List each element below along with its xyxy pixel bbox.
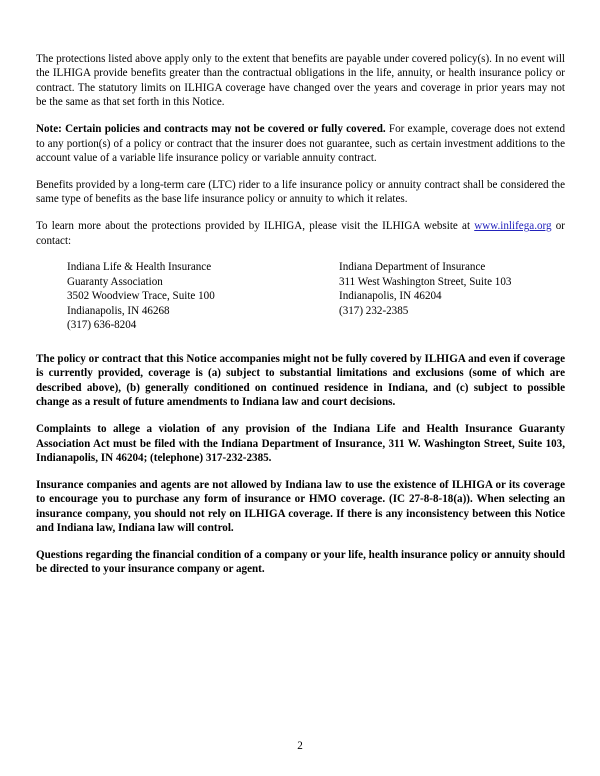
- ilhiga-address-line-3: 3502 Woodview Trace, Suite 100: [67, 290, 215, 303]
- doi-address-line-1: Indiana Department of Insurance: [339, 261, 486, 274]
- ilhiga-phone-number: (317) 636-8204: [67, 319, 137, 332]
- paragraph-note-coverage: [36, 122, 565, 165]
- page-number: 2: [297, 740, 303, 752]
- note-body-text: For example, coverage does not extend to any portion(s) of a policy or contract that the insurer does not guarantee, such as certain investment additions to the account value of a variable life insurance policy or variable annuity contract.: [36, 123, 565, 164]
- note-bold-lead: Note: Certain policies and contracts may not be covered or fully covered.: [36, 123, 386, 136]
- paragraph-solicitation-prohibition: Insurance companies and agents are not allowed by Indiana law to use the existence of ILHIGA or its coverage to encourage you to purchase any form of insurance or HMO coverage. (IC 27-8-8-18(a)). When selecting an insurance company, you should not rely on ILHIGA coverage. If there is any inconsistency between this Notice and Indiana law, Indiana law will control.: [36, 478, 565, 535]
- paragraph-complaints-filing: Complaints to allege a violation of any provision of the Indiana Life and Health Insurance Guaranty Association Act must be filed with the Indiana Department of Insurance, 311 W. Washington Street, Suite 103, Indianapolis, IN 46204; (telephone) 317-232-2385.: [36, 423, 565, 464]
- document-body: [36, 52, 565, 577]
- ilhiga-address-line-4: Indianapolis, IN 46268: [67, 304, 170, 317]
- paragraph-learn-more: [36, 219, 565, 248]
- contact-address-block: [36, 260, 565, 339]
- doi-phone-number: (317) 232-2385: [339, 304, 409, 317]
- paragraph-policy-coverage-disclaimer: The policy or contract that this Notice accompanies might not be fully covered by ILHIGA and even if coverage is currently provided, coverage is (a) subject to substantial limitations and exclusions (some of which are described above), (b) generally conditioned on continued residence in Indiana, and (c) subject to possible change as a result of future amendments to Indiana law and court decisions.: [36, 352, 565, 409]
- paragraph-questions-direction: Questions regarding the financial condition of a company or your life, health insurance policy or annuity should be directed to your insurance company or agent.: [36, 548, 565, 576]
- contact-column-ilhiga: [67, 260, 215, 332]
- learn-more-text-after-link: or contact:: [36, 220, 565, 247]
- paragraph-ltc-rider: Benefits provided by a long-term care (LTC) rider to a life insurance policy or annuity contract shall be considered the same type of benefits as the base life insurance policy or annuity to which it relates.: [36, 178, 565, 206]
- ilhiga-address-line-2: Guaranty Association: [67, 275, 163, 288]
- ilhiga-website-link[interactable]: www.inlifega.org: [474, 220, 552, 233]
- ilhiga-address-line-1: Indiana Life & Health Insurance: [67, 261, 212, 274]
- doi-address-line-2: 311 West Washington Street, Suite 103: [339, 275, 512, 288]
- paragraph-protections-scope: The protections listed above apply only to the extent that benefits are payable under covered policy(s). In no event will the ILHIGA provide benefits greater than the contractual obligations in the life, annuity, or health insurance policy or contract. The statutory limits on ILHIGA coverage have changed over the years and coverage in prior years may not be the same as that set forth in this Notice.: [36, 53, 565, 109]
- doi-address-line-3: Indianapolis, IN 46204: [339, 290, 442, 303]
- contact-column-department-of-insurance: [339, 260, 511, 318]
- learn-more-text-before-link: To learn more about the protections provided by ILHIGA, please visit the ILHIGA website at: [36, 220, 475, 233]
